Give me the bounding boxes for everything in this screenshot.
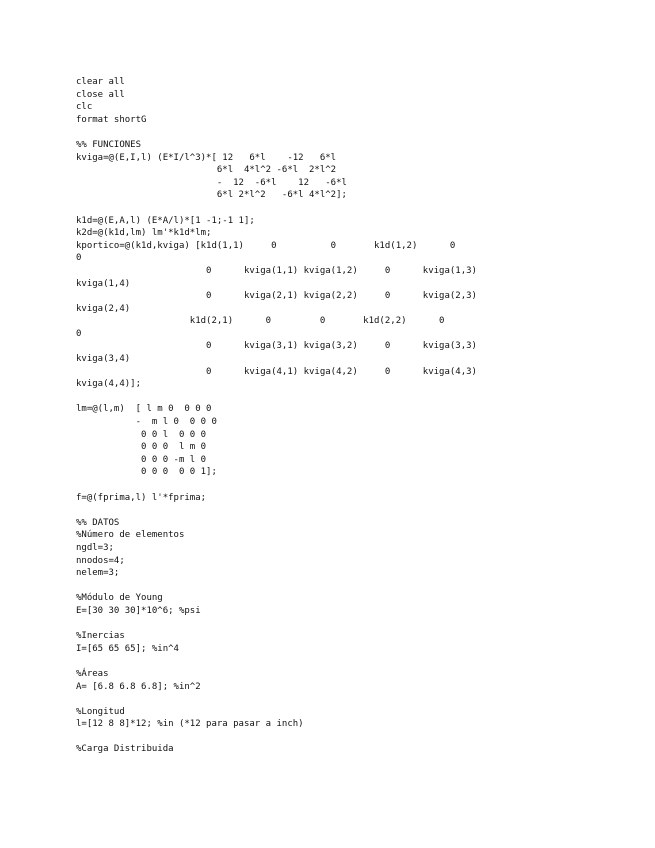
code-line: %Número de elementos — [76, 530, 185, 541]
code-line: 0 — [76, 253, 82, 264]
code-line — [76, 655, 477, 668]
code-line: lm=@(l,m) [ l m 0 0 0 0 — [76, 404, 212, 415]
code-line — [76, 504, 477, 517]
code-line: 0 0 l 0 0 0 — [76, 429, 207, 440]
code-line: 0 0 0 l m 0 — [76, 442, 207, 453]
code-line: 0 kviga(4,1) kviga(4,2) 0 kviga(4,3) — [76, 366, 477, 377]
code-line: close all — [76, 89, 125, 100]
code-line: %Carga Distribuida — [76, 744, 174, 755]
code-line — [76, 618, 477, 631]
code-line — [76, 391, 477, 404]
code-line: k1d=@(E,A,l) (E*A/l)*[1 -1;-1 1]; — [76, 215, 255, 226]
code-line: 0 kviga(3,1) kviga(3,2) 0 kviga(3,3) — [76, 341, 477, 352]
code-line: A= [6.8 6.8 6.8]; %in^2 — [76, 681, 201, 692]
code-line: %% FUNCIONES — [76, 139, 142, 150]
code-line: 0 0 0 0 0 1]; — [76, 467, 217, 478]
code-line: 0 0 0 -m l 0 — [76, 454, 207, 465]
code-line: E=[30 30 30]*10^6; %psi — [76, 605, 201, 616]
code-line: f=@(fprima,l) l'*fprima; — [76, 492, 207, 503]
code-line: ngdl=3; — [76, 542, 114, 553]
code-line — [76, 202, 477, 215]
code-line: - 12 -6*l 12 -6*l — [76, 177, 347, 188]
code-line: - m l 0 0 0 0 — [76, 417, 217, 428]
code-line: k2d=@(k1d,lm) lm'*k1d*lm; — [76, 228, 212, 239]
code-line: %Inercias — [76, 631, 125, 642]
code-line: 0 kviga(1,1) kviga(1,2) 0 kviga(1,3) — [76, 265, 477, 276]
code-line: %Áreas — [76, 668, 109, 679]
code-line: format shortG — [76, 114, 147, 125]
code-line: clear all — [76, 77, 125, 87]
code-line: %Módulo de Young — [76, 593, 163, 604]
code-line — [76, 693, 477, 706]
code-line: %% DATOS — [76, 517, 120, 528]
code-line: kviga=@(E,I,l) (E*I/l^3)*[ 12 6*l -12 6*l — [76, 152, 337, 163]
code-line: 0 kviga(2,1) kviga(2,2) 0 kviga(2,3) — [76, 291, 477, 302]
code-listing — [76, 76, 477, 756]
code-line — [76, 580, 477, 593]
code-line: kviga(2,4) — [76, 303, 131, 314]
code-line — [76, 479, 477, 492]
code-line: 6*l 4*l^2 -6*l 2*l^2 — [76, 165, 337, 176]
code-line: l=[12 8 8]*12; %in (*12 para pasar a inch) — [76, 719, 304, 730]
code-line: nnodos=4; — [76, 555, 125, 566]
code-line: kviga(4,4)]; — [76, 379, 142, 390]
code-line: clc — [76, 102, 93, 113]
code-line: 6*l 2*l^2 -6*l 4*l^2]; — [76, 190, 347, 201]
code-line: k1d(2,1) 0 0 k1d(2,2) 0 — [76, 316, 445, 327]
code-line: %Longitud — [76, 706, 125, 717]
code-line: kviga(3,4) — [76, 354, 131, 365]
code-line: kportico=@(k1d,kviga) [k1d(1,1) 0 0 k1d(1,2) 0 — [76, 240, 456, 251]
code-line: kviga(1,4) — [76, 278, 131, 289]
code-line — [76, 731, 477, 744]
code-line: nelem=3; — [76, 568, 120, 579]
code-line — [76, 126, 477, 139]
code-line: I=[65 65 65]; %in^4 — [76, 643, 179, 654]
code-line: 0 — [76, 328, 82, 339]
